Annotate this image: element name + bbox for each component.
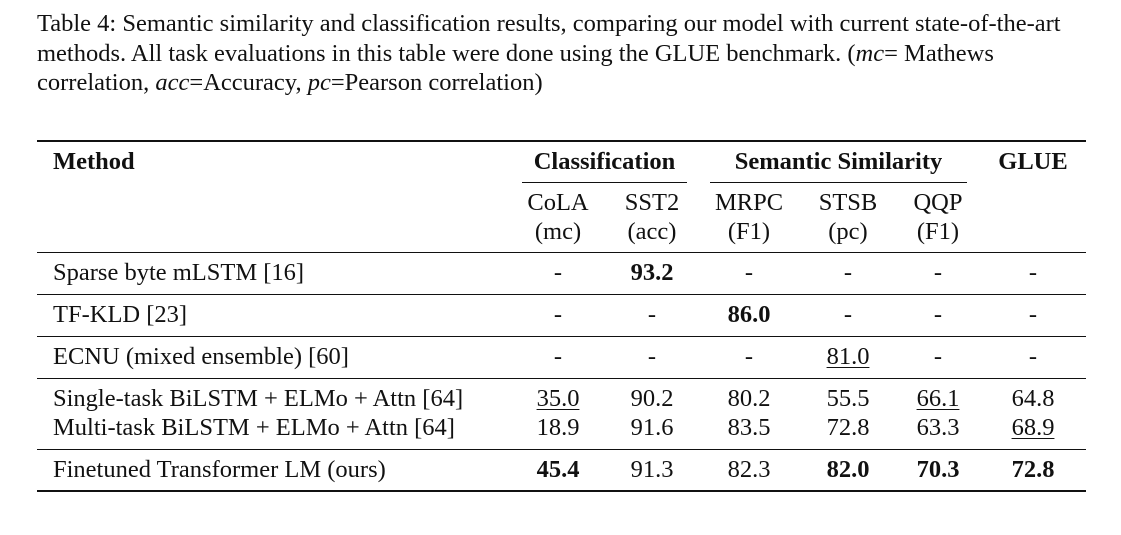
cell-qqp-value: 66.1 xyxy=(916,385,960,412)
row-method: Multi-task BiLSTM + ELMo + Attn [64] xyxy=(53,414,455,441)
cell-qqp: 70.3 xyxy=(916,456,960,483)
header-group-classification: Classification xyxy=(533,148,676,175)
table-top-rule xyxy=(37,140,1086,142)
cell-glue: - xyxy=(1028,259,1038,286)
cell-sst2: - xyxy=(647,301,657,328)
cell-qqp xyxy=(898,384,978,413)
header-bottom-rule xyxy=(37,252,1086,253)
cell-stsb: - xyxy=(843,259,853,286)
cell-mrpc: 83.5 xyxy=(727,414,771,441)
header-col-sst2: SST2 xyxy=(624,189,680,216)
caption-pc: pc xyxy=(307,69,331,96)
cell-cola: - xyxy=(553,259,563,286)
cell-glue: - xyxy=(1028,301,1038,328)
header-col-stsb: STSB xyxy=(818,189,878,216)
header-col-cola-metric: (mc) xyxy=(534,218,582,245)
classification-group-rule xyxy=(522,182,687,183)
cell-sst2: 91.3 xyxy=(630,456,674,483)
header-group-semantic-similarity: Semantic Similarity xyxy=(734,148,943,175)
header-col-qqp: QQP xyxy=(913,189,963,216)
cell-glue: 72.8 xyxy=(1011,456,1055,483)
cell-cola xyxy=(518,384,598,413)
cell-mrpc: 80.2 xyxy=(727,385,771,412)
header-col-cola: CoLA xyxy=(527,189,589,216)
caption-acc: acc xyxy=(155,69,190,96)
row-method: Single-task BiLSTM + ELMo + Attn [64] xyxy=(53,385,464,412)
cell-mrpc: 86.0 xyxy=(727,301,771,328)
cell-qqp: - xyxy=(933,343,943,370)
caption-mc: mc xyxy=(855,39,885,67)
cell-qqp: - xyxy=(933,301,943,328)
cell-cola: 18.9 xyxy=(536,414,580,441)
cell-cola: - xyxy=(553,301,563,328)
header-method: Method xyxy=(53,148,135,175)
caption-acc-def: =Accuracy, xyxy=(189,69,308,96)
cell-qqp: 63.3 xyxy=(916,414,960,441)
cell-mrpc: - xyxy=(744,259,754,286)
cell-glue xyxy=(993,413,1073,442)
cell-stsb: 82.0 xyxy=(826,456,870,483)
header-col-qqp-metric: (F1) xyxy=(916,218,960,245)
header-col-mrpc: MRPC xyxy=(714,189,784,216)
cell-sst2: - xyxy=(647,343,657,370)
cell-mrpc: - xyxy=(744,343,754,370)
cell-stsb-value: 81.0 xyxy=(826,343,870,370)
row-rule xyxy=(37,378,1086,379)
row-method: Finetuned Transformer LM (ours) xyxy=(53,456,386,483)
row-method: Sparse byte mLSTM [16] xyxy=(53,259,305,286)
caption-prefix: Table 4: Semantic similarity and classification results, comparing our model with current state-of-the-art methods. All task evaluations in this table were done using the GLUE benchmark. ( xyxy=(37,10,1061,67)
cell-glue-value: 68.9 xyxy=(1011,414,1055,441)
row-method: ECNU (mixed ensemble) [60] xyxy=(53,343,349,370)
cell-cola-value: 35.0 xyxy=(536,385,580,412)
cell-glue: - xyxy=(1028,343,1038,370)
similarity-group-rule xyxy=(710,182,967,183)
cell-stsb xyxy=(808,342,888,371)
row-rule xyxy=(37,449,1086,450)
header-col-sst2-metric: (acc) xyxy=(627,218,677,245)
cell-mrpc: 82.3 xyxy=(727,456,771,483)
header-group-glue: GLUE xyxy=(998,148,1068,175)
cell-sst2: 93.2 xyxy=(630,259,674,286)
caption-mc-def: = Mathews correlation, xyxy=(37,39,994,96)
cell-sst2: 91.6 xyxy=(630,414,674,441)
cell-cola: - xyxy=(553,343,563,370)
row-rule xyxy=(37,336,1086,337)
cell-qqp: - xyxy=(933,259,943,286)
caption-pc-def: =Pearson correlation) xyxy=(330,69,543,96)
cell-stsb: 55.5 xyxy=(826,385,870,412)
cell-stsb: 72.8 xyxy=(826,414,870,441)
row-method: TF-KLD [23] xyxy=(53,301,188,328)
table-caption xyxy=(37,9,1099,98)
cell-cola: 45.4 xyxy=(536,456,580,483)
cell-glue: 64.8 xyxy=(1011,385,1055,412)
cell-stsb: - xyxy=(843,301,853,328)
cell-sst2: 90.2 xyxy=(630,385,674,412)
row-rule xyxy=(37,294,1086,295)
header-col-mrpc-metric: (F1) xyxy=(727,218,771,245)
table-bottom-rule xyxy=(37,490,1086,492)
header-col-stsb-metric: (pc) xyxy=(828,218,868,245)
